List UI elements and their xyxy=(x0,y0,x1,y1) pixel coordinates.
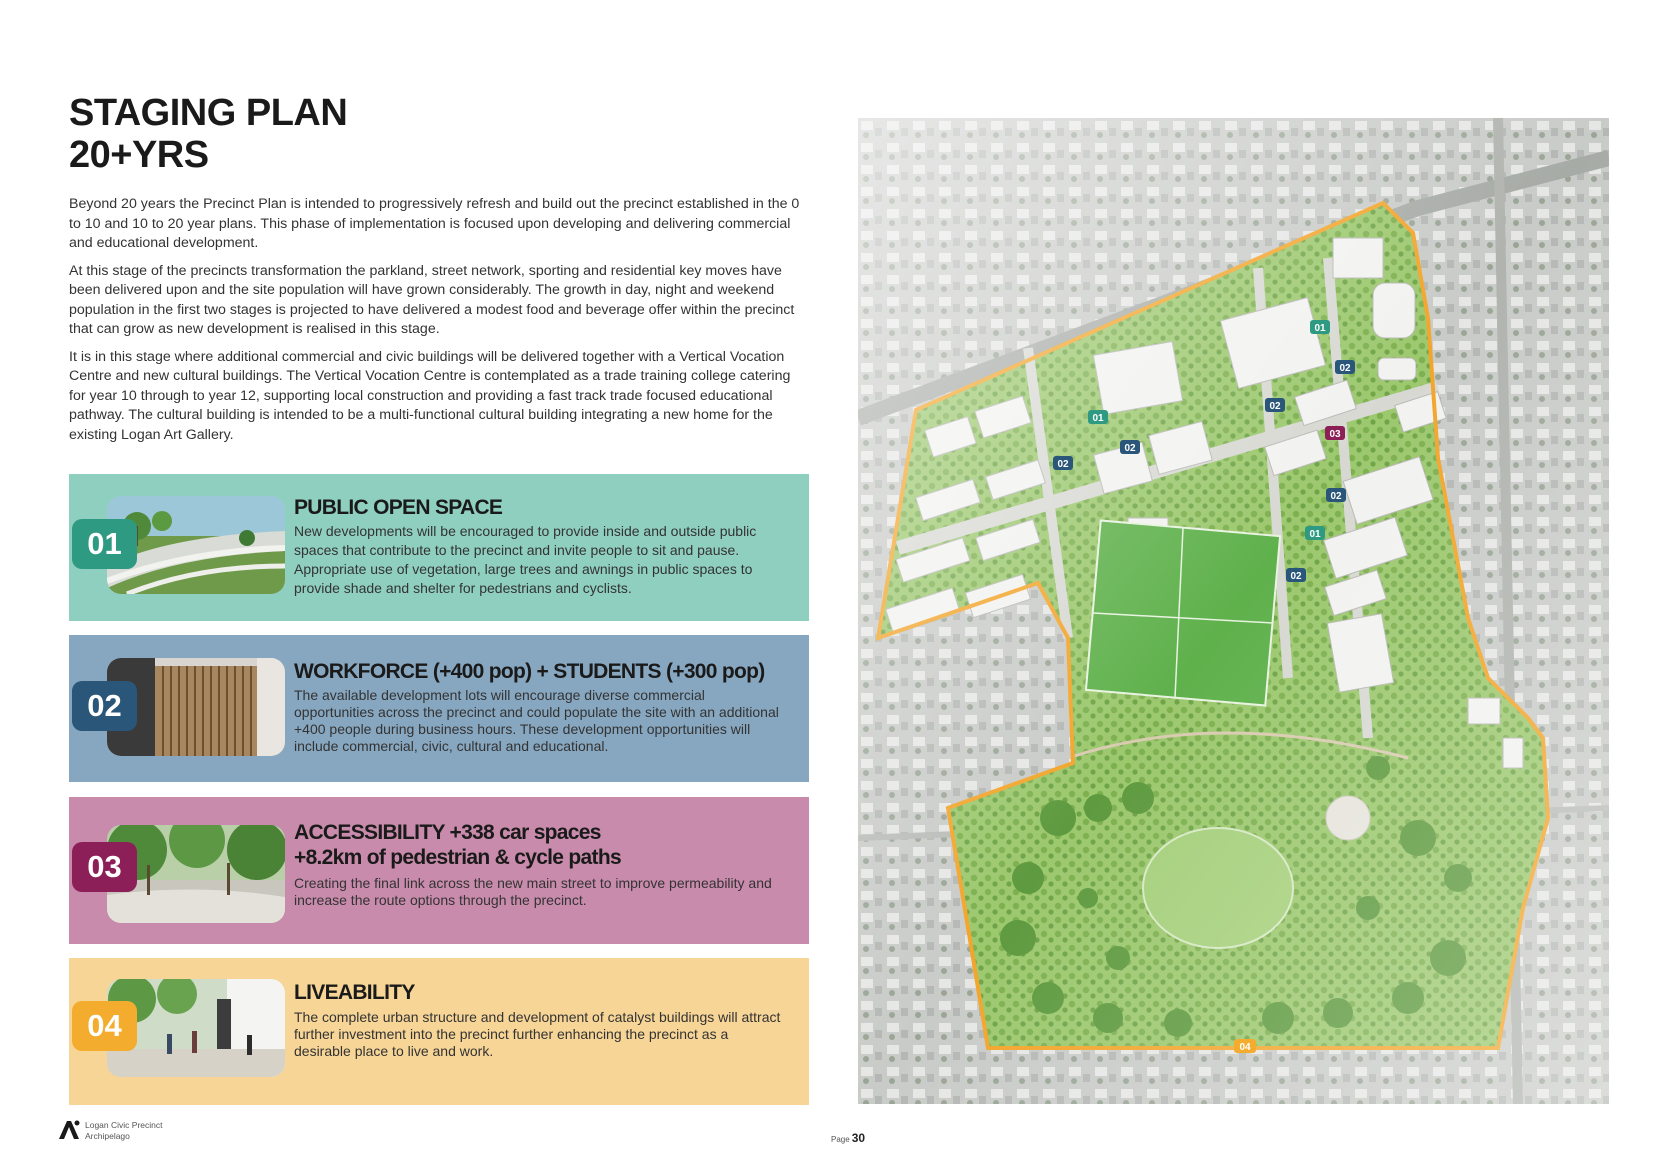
map-tag-02-b xyxy=(1265,398,1285,412)
card-heading-03-line-2: +8.2km of pedestrian & cycle paths xyxy=(294,846,621,869)
svg-text:02: 02 xyxy=(1330,491,1342,502)
site-plan-map xyxy=(858,118,1609,1104)
map-tag-01-b xyxy=(1088,410,1108,424)
page-label: Page xyxy=(831,1135,850,1144)
card-heading-03: ACCESSIBILITY +338 car spaces xyxy=(294,821,601,844)
title-line-2: 20+YRS xyxy=(69,134,209,176)
card-workforce xyxy=(69,635,809,782)
card-number-01: 01 xyxy=(72,519,137,569)
card-liveability xyxy=(69,958,809,1105)
map-tag-01-c xyxy=(1305,526,1325,540)
page-number xyxy=(831,1131,865,1145)
card-heading-01: PUBLIC OPEN SPACE xyxy=(294,496,503,519)
page-title xyxy=(69,92,347,176)
card-number-03: 03 xyxy=(72,842,137,892)
svg-text:02: 02 xyxy=(1124,443,1136,454)
svg-text:02: 02 xyxy=(1269,401,1281,412)
card-body-03: Creating the final link across the new main street to improve permeability and increase the route options through the precinct. xyxy=(294,875,772,908)
footer-org-line-2: Archipelago xyxy=(85,1131,130,1141)
map-tag-02-a xyxy=(1335,360,1355,374)
map-tag-02-d xyxy=(1053,456,1073,470)
svg-text:01: 01 xyxy=(1309,529,1321,540)
card-heading-04: LIVEABILITY xyxy=(294,981,415,1004)
svg-text:02: 02 xyxy=(1339,363,1351,374)
svg-text:02: 02 xyxy=(1290,571,1302,582)
svg-text:01: 01 xyxy=(1092,413,1104,424)
card-body-01: New developments will be encouraged to provide inside and outside public spaces that contribute to the precinct and invite people to sit and pause. Appropriate use of vegetation, large trees and awnings in public spaces to provide shade and shelter for pedestrians and cyclists. xyxy=(294,523,757,596)
intro-text xyxy=(69,195,809,453)
card-number-04: 04 xyxy=(72,1001,137,1051)
footer-org-line-1: Logan Civic Precinct xyxy=(85,1120,163,1130)
svg-text:03: 03 xyxy=(1329,429,1341,440)
map-tag-03 xyxy=(1325,426,1345,440)
map-tag-04 xyxy=(1234,1039,1256,1053)
card-body-02: The available development lots will encourage diverse commercial opportunities across the precinct and could populate the site with an additional +400 people during business hours. These development opportunities will include commercial, civic, cultural and educational. xyxy=(294,687,779,754)
map-tag-01-a xyxy=(1310,320,1330,334)
intro-paragraph-3: It is in this stage where additional commercial and civic buildings will be delivered together with a Vertical Vocation Centre and new cultural buildings. The Vertical Vocation Centre is contemplated as a trade training college catering for year 10 through to year 12, supporting local construction and providing a fast track trade focused educational pathway. The cultural building is intended to be a multi-functional cultural building integrating a new home for the existing Logan Art Gallery. xyxy=(69,348,791,443)
card-body-04: The complete urban structure and development of catalyst buildings will attract further investment into the precinct further enhancing the precinct as a desirable place to live and work. xyxy=(294,1009,781,1059)
card-heading-02: WORKFORCE (+400 pop) + STUDENTS (+300 pop) xyxy=(294,660,765,683)
page-number-value: 30 xyxy=(851,1131,866,1145)
title-line-1: STAGING PLAN xyxy=(69,92,348,134)
map-tag-02-c xyxy=(1120,440,1140,454)
svg-text:02: 02 xyxy=(1057,459,1069,470)
map-tag-02-e xyxy=(1326,488,1346,502)
card-number-02: 02 xyxy=(72,681,137,731)
card-public-open-space xyxy=(69,474,809,621)
svg-text:01: 01 xyxy=(1314,323,1326,334)
footer-org xyxy=(85,1120,162,1142)
intro-paragraph-1: Beyond 20 years the Precinct Plan is intended to progressively refresh and build out the precinct established in the 0 to 10 and 10 to 20 year plans. This phase of implementation is focused upon developing and delivering commercial and educational development. xyxy=(69,196,800,251)
intro-paragraph-2: At this stage of the precincts transformation the parkland, street network, sporting and residential key moves have been delivered upon and the site population will have grown considerably. The growth in day, night and weekend population in the first two stages is projected to have delivered a modest food and beverage offer within the precinct that can grow as new development is realised in this stage. xyxy=(69,262,795,337)
archipelago-logo xyxy=(58,1120,80,1145)
map-tag-02-f xyxy=(1286,568,1306,582)
svg-text:04: 04 xyxy=(1239,1042,1251,1053)
card-accessibility xyxy=(69,797,809,944)
